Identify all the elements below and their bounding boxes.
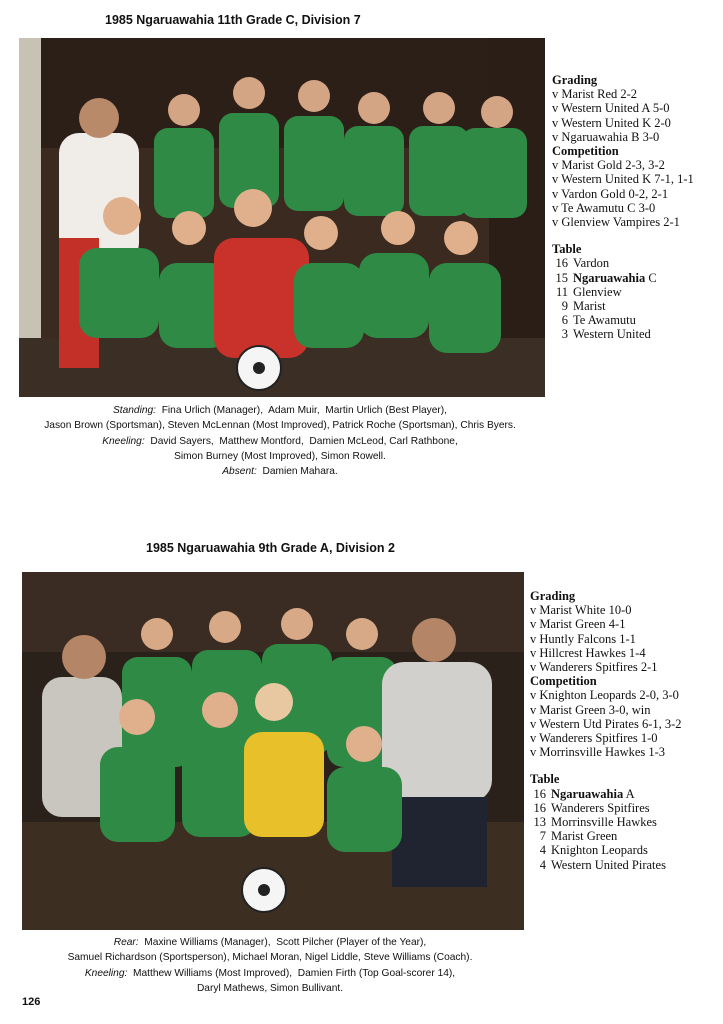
team-2-grading-result: v Wanderers Spitfires 2-1	[530, 660, 658, 675]
team-2-photo	[22, 572, 524, 930]
team-2-grading-result: v Hillcrest Hawkes 1-4	[530, 645, 646, 660]
team-1-grading-heading: Grading	[552, 73, 598, 87]
caption-text: Samuel Richardson (Sportsperson), Michael Moran, Nigel Liddle, Steve Williams (Coach).	[67, 952, 473, 964]
team-1-grading-result: v Western United K 2-0	[552, 115, 671, 130]
caption-label: Kneeling:	[84, 967, 128, 979]
team-1-grading-result: v Marist Red 2-2	[552, 87, 638, 102]
team-1-competition-result: v Marist Gold 2-3, 3-2	[552, 158, 665, 173]
table-team: Marist	[573, 299, 606, 314]
team-1-table-row	[552, 299, 694, 313]
team-1-competition-result: v Vardon Gold 0-2, 2-1	[552, 186, 669, 201]
caption-text: David Sayers, Matthew Montford, Damien McLeod, Carl Rathbone,	[144, 435, 458, 447]
table-team: Ngaruawahia	[573, 270, 646, 285]
table-team: Knighton Leopards	[551, 843, 648, 858]
table-points: 13	[533, 815, 546, 830]
team-2-table-row	[530, 787, 682, 801]
caption-text: Daryl Mathews, Simon Bullivant.	[196, 982, 344, 994]
table-team: Western United	[573, 327, 651, 342]
caption-text: Matthew Williams (Most Improved), Damien Firth (Top Goal-scorer 14),	[127, 967, 456, 979]
caption-label: Absent:	[222, 466, 257, 478]
team-1-grading-result: v Ngaruawahia B 3-0	[552, 129, 660, 144]
table-team: Glenview	[573, 284, 622, 299]
caption-label: Kneeling:	[102, 435, 145, 447]
team-2-grading-result: v Marist White 10-0	[530, 603, 632, 618]
table-team: Te Awamutu	[573, 313, 636, 328]
team-1-table-row	[552, 285, 694, 299]
team-2-competition-result: v Knighton Leopards 2-0, 3-0	[530, 688, 679, 703]
team-2-title: 1985 Ngaruawahia 9th Grade A, Division 2	[146, 541, 395, 555]
table-team-grade: A	[623, 786, 635, 801]
team-1-competition-heading: Competition	[552, 144, 619, 159]
team-1-title: 1985 Ngaruawahia 11th Grade C, Division 7	[105, 13, 361, 27]
caption-line	[20, 966, 520, 981]
caption-line	[20, 464, 540, 479]
team-2-table-row	[530, 858, 682, 872]
table-team: Marist Green	[551, 829, 618, 844]
caption-label: Rear:	[113, 937, 139, 948]
team-2-table-heading: Table	[530, 772, 560, 787]
team-1-caption	[20, 403, 540, 479]
team-2-table-row	[530, 815, 682, 829]
table-points: 7	[539, 829, 546, 844]
caption-line	[20, 418, 540, 433]
caption-line	[20, 403, 540, 418]
table-team: Ngaruawahia	[551, 786, 624, 801]
team-2-competition-result: v Marist Green 3-0, win	[530, 702, 651, 717]
table-team: Vardon	[573, 256, 610, 271]
team-1-table-row	[552, 327, 694, 341]
team-2-results	[530, 589, 682, 872]
team-1-competition-result: v Glenview Vampires 2-1	[552, 215, 680, 230]
team-2-grading-result: v Marist Green 4-1	[530, 617, 626, 632]
table-points: 4	[539, 857, 546, 872]
table-team-grade: C	[645, 270, 657, 285]
team-1-competition-result: v Western United K 7-1, 1-1	[552, 172, 694, 187]
team-1-table-row	[552, 256, 694, 270]
table-points: 16	[555, 256, 568, 271]
caption-line	[20, 434, 540, 449]
team-2-competition-result: v Wanderers Spitfires 1-0	[530, 731, 658, 746]
caption-label: Standing:	[112, 405, 157, 416]
table-team: Morrinsville Hawkes	[551, 815, 657, 830]
table-points: 16	[533, 800, 546, 815]
table-team: Western United Pirates	[551, 857, 666, 872]
team-2-table-row	[530, 801, 682, 815]
caption-line	[20, 449, 540, 464]
caption-line	[20, 950, 520, 965]
caption-text: Maxine Williams (Manager), Scott Pilcher (Player of the Year),	[138, 937, 427, 948]
team-2-competition-result: v Western Utd Pirates 6-1, 3-2	[530, 716, 682, 731]
team-2-competition-heading: Competition	[530, 674, 597, 689]
caption-text: Jason Brown (Sportsman), Steven McLennan (Most Improved), Patrick Roche (Sportsman), Chris Byers.	[44, 420, 516, 432]
caption-text: Fina Urlich (Manager), Adam Muir, Martin Urlich (Best Player),	[156, 405, 448, 416]
table-points: 15	[555, 270, 568, 285]
team-2-grading-heading: Grading	[530, 589, 576, 603]
caption-text: Damien Mahara.	[256, 466, 338, 478]
table-team: Wanderers Spitfires	[551, 800, 650, 815]
team-2-table-row	[530, 843, 682, 857]
team-2-caption	[20, 935, 520, 996]
team-1-grading-result: v Western United A 5-0	[552, 101, 670, 116]
table-points: 16	[533, 786, 546, 801]
table-points: 3	[561, 327, 568, 342]
team-1-table-row	[552, 313, 694, 327]
team-1-competition-result: v Te Awamutu C 3-0	[552, 200, 656, 215]
page-number: 126	[22, 996, 41, 1008]
caption-text: Simon Burney (Most Improved), Simon Rowell.	[174, 450, 386, 462]
team-2-table-row	[530, 829, 682, 843]
team-2-competition-result: v Morrinsville Hawkes 1-3	[530, 745, 666, 760]
team-1-table-row	[552, 271, 694, 285]
table-points: 9	[561, 299, 568, 314]
table-points: 6	[561, 313, 568, 328]
team-2-grading-result: v Huntly Falcons 1-1	[530, 631, 636, 646]
caption-line	[20, 935, 520, 950]
team-1-photo	[19, 38, 545, 397]
team-1-table-heading: Table	[552, 242, 582, 257]
table-points: 4	[539, 843, 546, 858]
team-1-results	[552, 73, 694, 342]
caption-line	[20, 981, 520, 996]
table-points: 11	[555, 284, 568, 299]
